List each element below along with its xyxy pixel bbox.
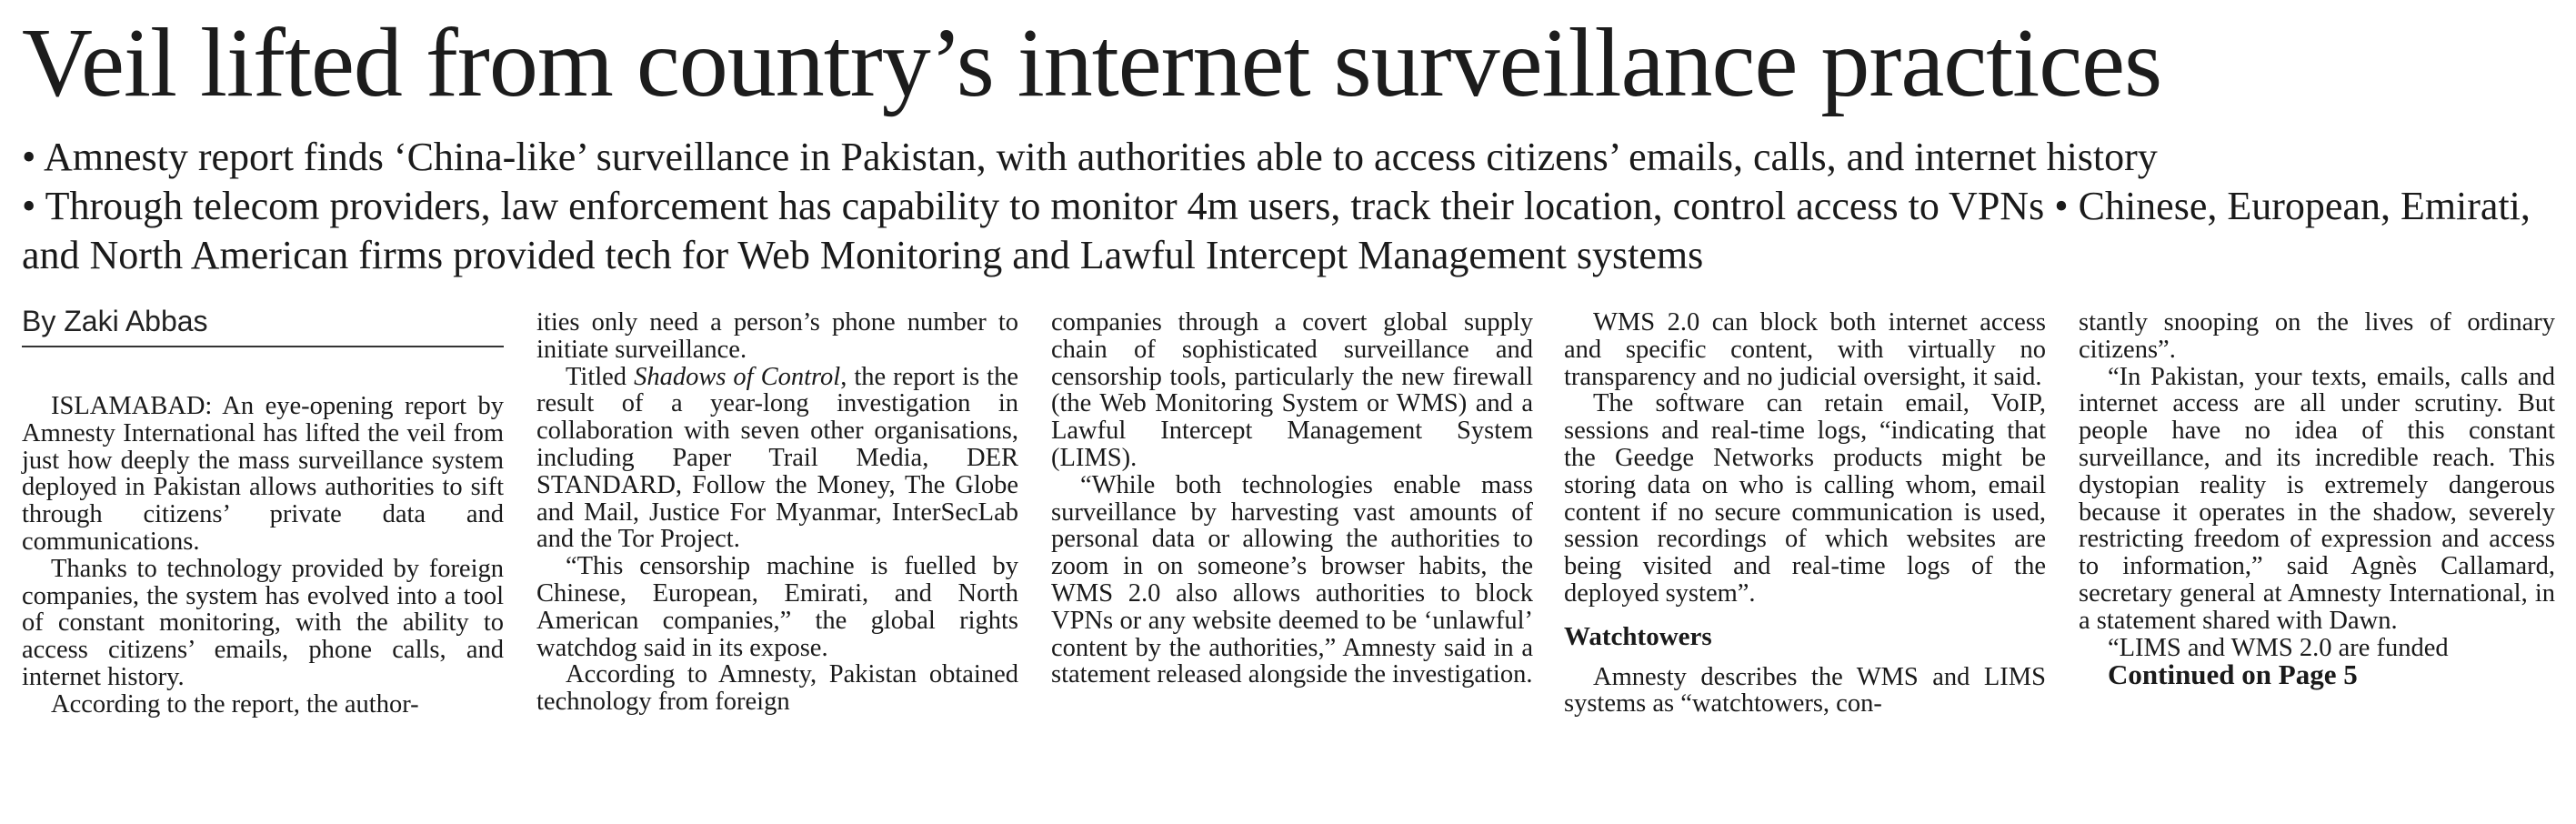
deck-bullet-3-text: • Chinese, European, Emirati, and North American firms provided tech for Web Monitoring and Lawful Intercept Management systems — [22, 184, 2531, 277]
paragraph: The software can retain email, VoIP, sessions and real-time logs, “indicating that the Geedge Networks products might be storing data on who is calling whom, email content if no secure communication is used, session recordings of which websites are being visited and real-time logs of the deployed system”. — [1564, 389, 2046, 608]
continued-link[interactable]: Continued on Page 5 — [2108, 658, 2358, 691]
paragraph: Amnesty describes the WMS and LIMS systems as “watchtowers, con- — [1564, 662, 2046, 718]
column-5 — [2079, 308, 2555, 691]
byline-block — [22, 304, 504, 347]
byline: By Zaki Abbas — [22, 305, 208, 337]
column-2 — [536, 309, 1018, 716]
paragraph: companies through a covert global supply chain of sophisticated surveillance and censorship tools, particularly the new firewall (the Web Monitoring System or WMS) and a Lawful Intercept Management System (LIMS). — [1051, 308, 1533, 472]
headline: Veil lifted from country’s internet surveillance practices — [22, 9, 2162, 117]
paragraph: “This censorship machine is fuelled by Chinese, European, Emirati, and North American companies,” the global rights watchdog said in its expose. — [536, 552, 1018, 662]
paragraph: Thanks to technology provided by foreign companies, the system has evolved into a tool of constant monitoring, with the ability to access citizens’ emails, phone calls, and internet history. — [22, 554, 504, 691]
paragraph: “In Pakistan, your texts, emails, calls and internet access are all under scrutiny. But people have no idea of this constant surveillance, and its incredible reach. This dystopian reality is extremely dangerous because it operates in the shadow, severely restricting freedom of expression and access to information,” said Agnès Callamard, secretary general at Amnesty International, in a statement shared with Dawn. — [2079, 362, 2555, 635]
paragraph: “LIMS and WMS 2.0 are funded — [2108, 633, 2449, 662]
column-3 — [1051, 309, 1533, 688]
paragraph: ISLAMABAD: An eye-opening report by Amnesty International has lifted the veil from just how deeply the mass surveillance system deployed in Pakistan allows authorities to sift through citizens’ private data and communications. — [22, 392, 504, 556]
deck-bullet-1: • Amnesty report finds ‘China-like’ surveillance in Pakistan, with authorities able to access citizens’ emails, calls, and internet history — [22, 135, 2158, 179]
deck-bullet-2: • Through telecom providers, law enforcement has capability to monitor 4m users, track their location, control access to VPNs — [22, 184, 2045, 228]
deck — [22, 133, 2568, 280]
paragraph: According to the report, the author- — [51, 689, 419, 718]
paragraph: ities only need a person’s phone number to initiate surveillance. — [536, 308, 1018, 364]
text-run: Titled — [566, 362, 635, 391]
paragraph: stantly snooping on the lives of ordinary citizens”. — [2079, 308, 2555, 364]
text-run: , the report is the result of a year-long investigation in collaboration with seven other organisations, including Paper Trail Media, DER STANDARD, Follow the Money, The Globe and Mail, Justice For Myanmar, InterSecLab and the Tor Project. — [536, 362, 1018, 554]
paragraph: According to Amnesty, Pakistan obtained technology from foreign — [536, 660, 1018, 717]
paragraph: “While both technologies enable mass surveillance by harvesting vast amounts of personal data or allowing the authorities to zoom in on someone’s browser habits, the WMS 2.0 also allows authorities to block VPNs or any website deemed to be ‘unlawful’ content by the authorities,” Amnesty said in a statement released alongside the investigation. — [1051, 470, 1533, 689]
subheading: Watchtowers — [1564, 621, 1712, 651]
column-1 — [22, 393, 504, 718]
report-title: Shadows of Control — [634, 362, 841, 391]
paragraph — [536, 364, 1018, 554]
column-4 — [1564, 309, 2046, 718]
paragraph: WMS 2.0 can block both internet access and specific content, with virtually no transparency and no judicial oversight, it said. — [1564, 308, 2046, 391]
